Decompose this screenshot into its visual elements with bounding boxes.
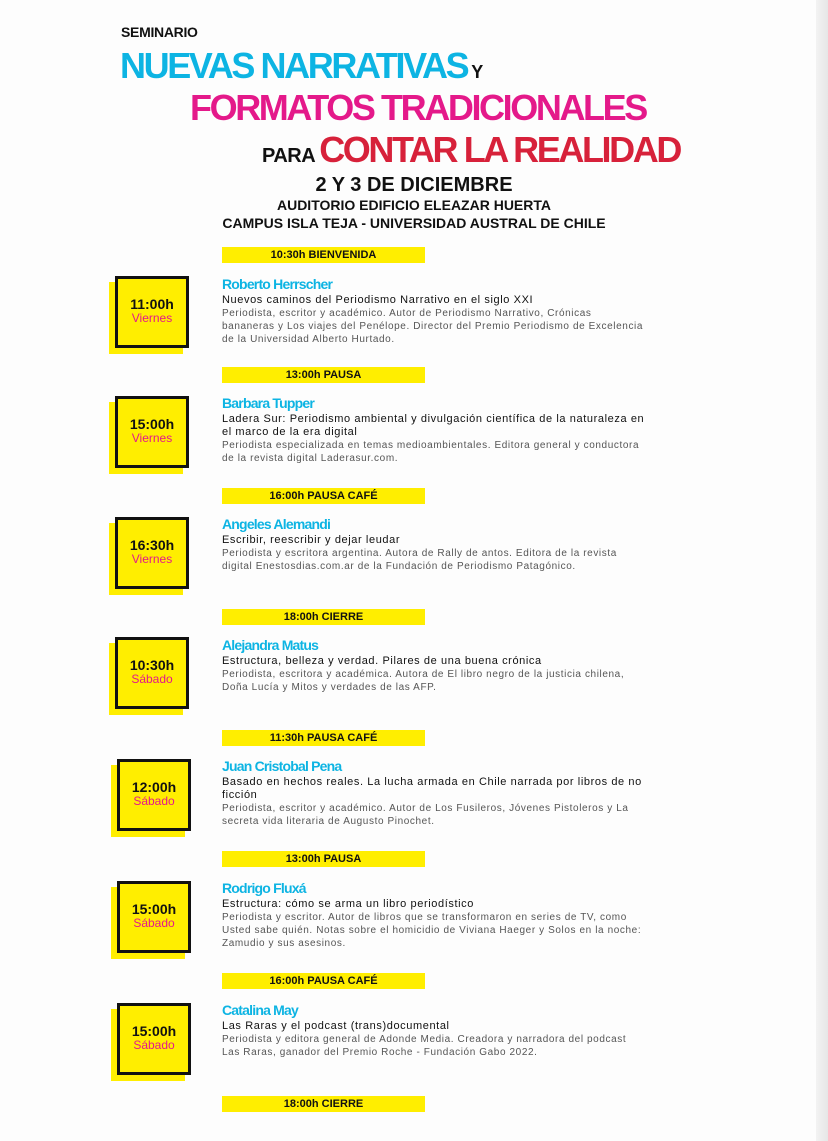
time-box-face [117, 881, 191, 953]
session-day: Sábado [133, 794, 175, 808]
page-edge [816, 0, 828, 1141]
talk-title: Nuevos caminos del Periodismo Narrativo en el siglo XXI [222, 294, 534, 306]
break-bar: 16:00h PAUSA CAFÉ [222, 973, 425, 989]
talk-title: Estructura, belleza y verdad. Pilares de una buena crónica [222, 655, 542, 667]
session-day: Viernes [131, 311, 173, 325]
time-box-face [117, 1003, 191, 1075]
talk-title: Ladera Sur: Periodismo ambiental y divulgación científica de la naturaleza en el marco de la era digital [222, 413, 645, 438]
time-box [117, 881, 191, 953]
title-line-3-text: CONTAR LA REALIDAD [319, 129, 680, 170]
speaker-bio: Periodista y editora general de Adonde Media. Creadora y narradora del podcast Las Raras, ganador del Premio Roche - Fundación Gabo 2022. [222, 1034, 627, 1058]
time-box [115, 396, 189, 468]
session-time: 15:00h [131, 901, 177, 917]
session-time: 12:00h [131, 779, 177, 795]
session-details [222, 757, 646, 828]
event-date: 2 Y 3 DE DICIEMBRE [315, 174, 513, 196]
speaker-name: Rodrigo Fluxá [222, 880, 306, 896]
time-box-face [117, 759, 191, 831]
speaker-name: Angeles Alemandi [222, 516, 331, 532]
time-box [117, 759, 191, 831]
title-line-1-text: NUEVAS NARRATIVAS [120, 45, 468, 86]
time-box-face [115, 517, 189, 589]
session-time: 15:00h [131, 1023, 177, 1039]
time-box [115, 637, 189, 709]
talk-title: Estructura: cómo se arma un libro periodístico [222, 898, 474, 910]
speaker-bio: Periodista especializada en temas medioambientales. Editora general y conductora de la revista digital Laderasur.com. [222, 440, 640, 464]
talk-title: Escribir, reescribir y dejar leudar [222, 534, 401, 546]
session-time: 15:00h [129, 416, 175, 432]
session-time: 16:30h [129, 537, 175, 553]
speaker-name: Barbara Tupper [222, 395, 315, 411]
break-bar: 16:00h PAUSA CAFÉ [222, 488, 425, 504]
session-time: 10:30h [129, 657, 175, 673]
speaker-name: Juan Cristobal Pena [222, 758, 342, 774]
session-day: Sábado [133, 1038, 175, 1052]
session-details [222, 275, 646, 346]
venue-campus: CAMPUS ISLA TEJA - UNIVERSIDAD AUSTRAL DE CHILE [222, 215, 606, 231]
title-line-3 [262, 130, 680, 176]
session-details [222, 394, 646, 465]
speaker-name: Roberto Herrscher [222, 276, 333, 292]
title-line-1 [120, 46, 483, 92]
time-box [115, 276, 189, 348]
speaker-bio: Periodista y escritor. Autor de libros que se transformaron en series de TV, como Usted sabe quién. Notas sobre el homicidio de Viviana Haeger y Solos en la noche: Zamudio y sus asesinos. [222, 912, 642, 949]
session-day: Sábado [133, 916, 175, 930]
session-day: Sábado [131, 672, 173, 686]
title-prefix: PARA [262, 145, 316, 167]
speaker-bio: Periodista, escritor y académico. Autor de Los Fusileros, Jóvenes Pistoleros y La secreta vida literaria de Augusto Pinochet. [222, 803, 629, 827]
break-bar: 13:00h PAUSA [222, 367, 425, 383]
speaker-name: Catalina May [222, 1002, 298, 1018]
break-bar: 10:30h BIENVENIDA [222, 247, 425, 263]
speaker-bio: Periodista, escritor y académico. Autor de Periodismo Narrativo, Crónicas bananeras y Los viajes del Penélope. Director del Premio Periodismo de Excelencia de la Universidad Alberto Hurtado. [222, 308, 644, 345]
session-day: Viernes [131, 431, 173, 445]
time-box [115, 517, 189, 589]
break-bar: 11:30h PAUSA CAFÉ [222, 730, 425, 746]
speaker-name: Alejandra Matus [222, 637, 319, 653]
talk-title: Las Raras y el podcast (trans)documental [222, 1020, 450, 1032]
time-box-face [115, 276, 189, 348]
time-box-face [115, 396, 189, 468]
break-bar: 18:00h CIERRE [222, 609, 425, 625]
session-details [222, 515, 646, 573]
session-details [222, 879, 646, 950]
talk-title: Basado en hechos reales. La lucha armada en Chile narrada por libros de no ficción [222, 776, 642, 801]
kicker: SEMINARIO [121, 24, 198, 40]
break-bar: 18:00h CIERRE [222, 1096, 425, 1112]
session-day: Viernes [131, 552, 173, 566]
time-box [117, 1003, 191, 1075]
session-time: 11:00h [130, 296, 174, 312]
speaker-bio: Periodista, escritora y académica. Autora de El libro negro de la justicia chilena, Doña Lucía y Mitos y verdades de las AFP. [222, 669, 625, 693]
session-details [222, 1001, 646, 1059]
venue-building: AUDITORIO EDIFICIO ELEAZAR HUERTA [276, 197, 552, 213]
title-line-2: FORMATOS TRADICIONALES [190, 87, 646, 128]
time-box-face [115, 637, 189, 709]
session-details [222, 636, 646, 694]
speaker-bio: Periodista y escritora argentina. Autora de Rally de antos. Editora de la revista digital Enestosdias.com.ar de la Fundación de Periodismo Patagónico. [222, 548, 617, 572]
title-connector: Y [471, 62, 484, 82]
break-bar: 13:00h PAUSA [222, 851, 425, 867]
